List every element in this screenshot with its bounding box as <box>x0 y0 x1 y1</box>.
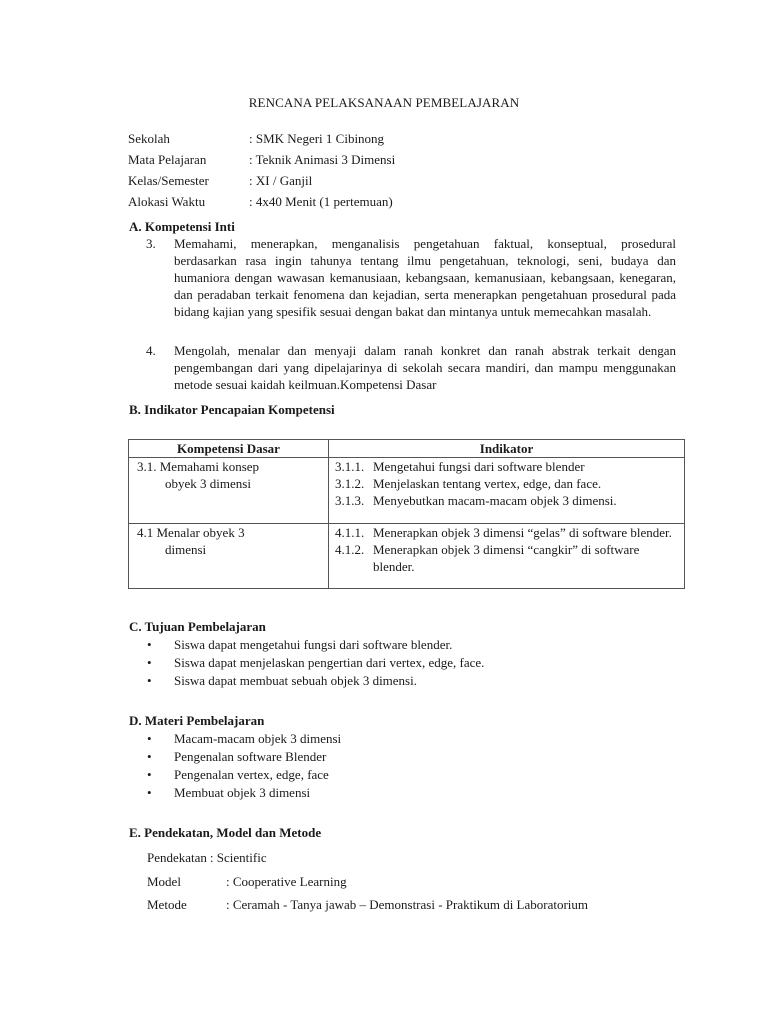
list-item <box>146 766 341 784</box>
method-value: : Ceramah - Tanya jawab – Demonstrasi - Praktikum di Laboratorium <box>226 897 589 912</box>
bullet-icon: • <box>147 767 152 782</box>
item-number: 3. <box>146 236 156 251</box>
info-block <box>128 130 395 214</box>
table-row <box>129 458 685 524</box>
list-item-text: Macam-macam objek 3 dimensi <box>174 731 342 746</box>
indicator-cell <box>329 524 685 589</box>
bullet-icon: • <box>147 731 152 746</box>
document-title: RENCANA PELAKSANAAN PEMBELAJARAN <box>248 95 520 110</box>
approach-row <box>147 849 588 873</box>
method-label: Metode <box>147 897 187 912</box>
indicator-text: Mengetahui fungsi dari software blender <box>373 459 585 474</box>
table-header-row <box>129 440 685 458</box>
indicator-item <box>329 541 684 575</box>
list-item <box>146 748 341 766</box>
indicator-text: Menyebutkan macam-macam objek 3 dimensi. <box>373 493 617 508</box>
list-item-text: Pengenalan software Blender <box>174 749 327 764</box>
list-item-text: Siswa dapat membuat sebuah objek 3 dimensi. <box>174 673 417 688</box>
section-c-title: C. Tujuan Pembelajaran <box>129 619 266 634</box>
competence-cell <box>129 524 329 589</box>
info-row-school <box>128 130 395 151</box>
section-d-title: D. Materi Pembelajaran <box>129 713 265 728</box>
list-item-text: Siswa dapat mengetahui fungsi dari software blender. <box>174 637 453 652</box>
indicator-code: 4.1.1. <box>335 525 365 540</box>
approach-block <box>147 849 588 920</box>
info-value: : Teknik Animasi 3 Dimensi <box>249 152 396 167</box>
materials-list <box>146 730 341 802</box>
core-competence-item-4 <box>146 342 676 393</box>
competence-line: obyek 3 dimensi <box>165 476 251 491</box>
competence-line: 3.1. Memahami konsep <box>137 459 260 474</box>
model-value: : Cooperative Learning <box>226 873 347 889</box>
list-item <box>146 654 484 672</box>
item-text: Memahami, menerapkan, menganalisis pengetahuan faktual, konseptual, prosedural berdasarkan rasa ingin tahunya tentang ilmu pengetahuan, teknologi, seni, budaya dan humaniora dengan wawasan kemanusiaan, kebangsaan, kemanusiaan, kebangsaan, kenegaran, dan peradaban terkait fenomena dan kejadian, serta menerapkan pengetahuan prosedural pada bidang kajian yang spesifik sesuai dengan bakat dan mintanya untuk memecahkan masalah. <box>174 236 676 319</box>
approach-value: : Scientific <box>209 850 267 865</box>
header-indikator: Indikator <box>329 440 685 458</box>
table-row <box>129 524 685 589</box>
list-item-text: Siswa dapat menjelaskan pengertian dari vertex, edge, face. <box>174 655 485 670</box>
indicator-code: 4.1.2. <box>335 542 365 557</box>
info-value: : XI / Ganjil <box>249 173 313 188</box>
list-item <box>146 672 484 690</box>
info-label: Sekolah <box>128 131 170 146</box>
competence-line: 4.1 Menalar obyek 3 <box>137 525 245 540</box>
core-competence-item-3 <box>146 235 676 320</box>
info-label: Alokasi Waktu <box>128 194 206 209</box>
indicator-item <box>329 524 684 541</box>
indicator-item <box>329 475 684 492</box>
indicator-code: 3.1.1. <box>335 459 365 474</box>
model-row <box>147 873 588 897</box>
bullet-icon: • <box>147 637 152 652</box>
method-row <box>147 896 588 920</box>
item-text: Mengolah, menalar dan menyaji dalam ranah konkret dan ranah abstrak terkait dengan pengembangan dari yang dipelajarinya di sekolah secara mandiri, dan mampu menggunakan metode sesuai kaidah keilmuan.Kompetensi Dasar <box>174 343 676 392</box>
objectives-list <box>146 636 484 690</box>
info-row-class <box>128 172 395 193</box>
info-label: Mata Pelajaran <box>128 152 207 167</box>
competence-cell <box>129 458 329 524</box>
bullet-icon: • <box>147 749 152 764</box>
bullet-icon: • <box>147 655 152 670</box>
indicator-item <box>329 458 684 475</box>
section-e-title: E. Pendekatan, Model dan Metode <box>129 825 322 840</box>
indicator-code: 3.1.3. <box>335 493 365 508</box>
indicator-cell <box>329 458 685 524</box>
item-number: 4. <box>146 343 156 358</box>
info-row-time <box>128 193 395 214</box>
list-item <box>146 730 341 748</box>
indicator-item <box>329 492 684 509</box>
bullet-icon: • <box>147 673 152 688</box>
list-item <box>146 636 484 654</box>
indicator-text: Menerapkan objek 3 dimensi “gelas” di software blender. <box>373 525 672 540</box>
list-item <box>146 784 341 802</box>
model-label: Model <box>147 873 181 889</box>
info-row-subject <box>128 151 395 172</box>
section-b-title: B. Indikator Pencapaian Kompetensi <box>129 402 335 417</box>
info-label: Kelas/Semester <box>128 173 209 188</box>
bullet-icon: • <box>147 785 152 800</box>
indicator-text: Menerapkan objek 3 dimensi “cangkir” di software blender. <box>373 542 640 574</box>
list-item-text: Pengenalan vertex, edge, face <box>174 767 329 782</box>
list-item-text: Membuat objek 3 dimensi <box>174 785 311 800</box>
header-kompetensi-dasar: Kompetensi Dasar <box>129 440 329 458</box>
section-a-title: A. Kompetensi Inti <box>129 219 235 234</box>
competence-table <box>128 439 685 589</box>
indicator-code: 3.1.2. <box>335 476 365 491</box>
approach-label: Pendekatan <box>147 850 207 865</box>
info-value: : SMK Negeri 1 Cibinong <box>249 131 385 146</box>
indicator-text: Menjelaskan tentang vertex, edge, dan face. <box>373 476 602 491</box>
info-value: : 4x40 Menit (1 pertemuan) <box>249 194 393 209</box>
competence-line: dimensi <box>165 542 207 557</box>
